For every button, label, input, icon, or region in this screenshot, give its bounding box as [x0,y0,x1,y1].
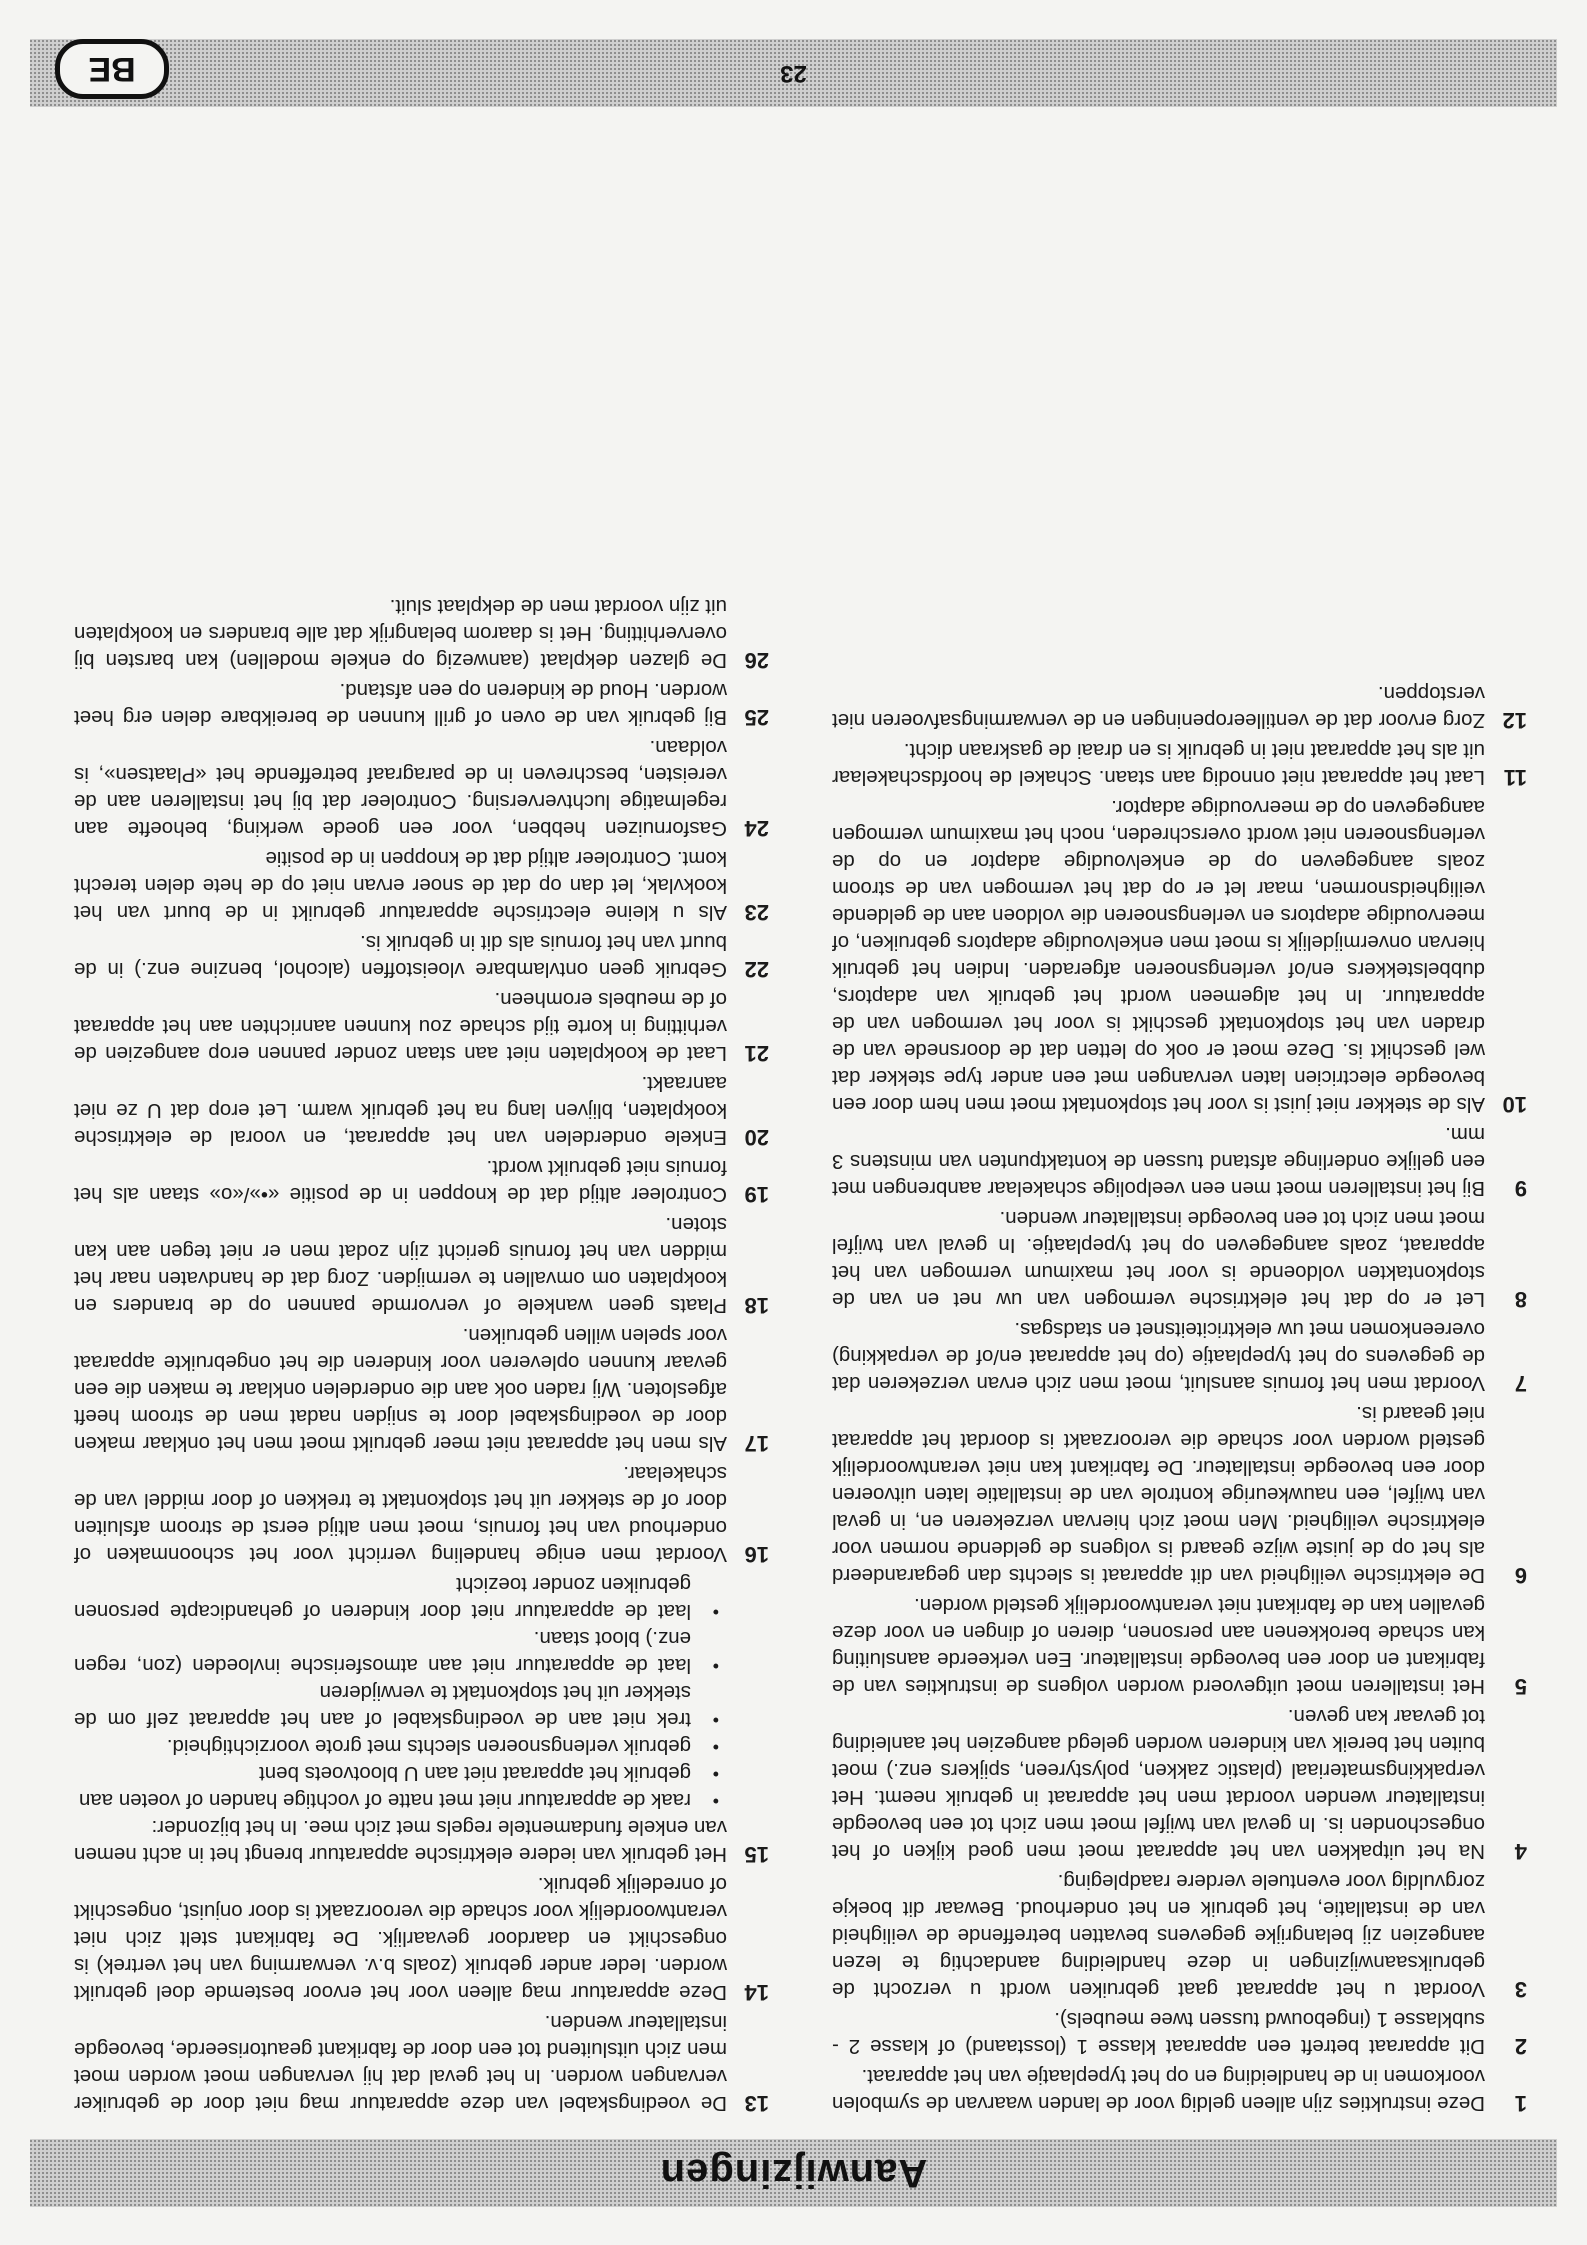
instruction-item [832,737,1527,791]
instruction-item [74,1154,769,1208]
bullet-item: • trek niet aan de voedingskabel of aan het apparaat zelf om de stekker uit het stopkontakt te verwijderen [74,1679,727,1733]
item-number: 9 [1514,1176,1527,1201]
item-number: 22 [744,957,769,982]
instruction-item [832,1703,1527,1865]
instruction-item [74,986,769,1067]
item-text: Laat het apparaat niet onnodig aan staan. Schakel de hoofdschakelaar uit als het apparaat niet in gebruik is en draai de gaskraan dicht. [832,739,1485,789]
instruction-item [832,794,1527,1118]
item-text: De voedingskabel van deze apparatuur mag niet door de gebruiker vervangen worden. In het geval dat hij vervangen moet worden moet men zich uitsluitend tot een door de fabrikant geautoriseerde, bevoegde installateur wenden. [74,2011,727,2115]
item-number: 21 [744,1041,769,1066]
instruction-item [74,929,769,983]
item-text: Gebruik geen ontvlambare vloeistoffen (alcohol, benzine enz.) in de buurt van het fornuis als dit in gebruik is. [74,931,727,981]
instruction-item [832,1121,1527,1202]
item-text: Laat de kookplaten niet aan staan zonder pannen erop aangezien de verhitting in korte tijd schade zou kunnen aanrichten aan het apparaat of de meubels eromheen. [74,988,727,1065]
instruction-item [832,1205,1527,1313]
instruction-item [832,1400,1527,1589]
instruction-item [832,2063,1527,2117]
item-text: Het installeren moet uitgevoerd worden volgens de instrukties van de fabrikant en door een bevoegde installateur. Een verkeerde aansluiting kan schade berokkenen aan personen, dieren of dingen en voor deze gevallen kan de fabrikant niet verantwoordelijk gesteld worden. [832,1594,1485,1698]
item-number: 19 [744,1182,769,1207]
instruction-item [74,1070,769,1151]
instruction-item [74,1571,769,1868]
item-text: Na het uitpakken van het apparaat moet men goed kijken of het ongeschonden is. In geval van twijfel moet men zich tot een bevoegde installateur wenden voordat men het apparaat in gebruik neemt. Het verpakkingsmateriaal (plastic zakken, polystyreen, spijkers enz.) moet buiten het bereik van kinderen worden gelegd aangezien het aanleiding tot gevaar kan geven. [832,1705,1485,1863]
instruction-item [832,1592,1527,1700]
item-number: 4 [1514,1839,1527,1864]
item-number: 24 [744,816,769,841]
page-title: Aanwijzingen [659,2151,928,2195]
column-right [74,590,769,2117]
item-number: 16 [744,1542,769,1567]
item-number: 26 [744,648,769,673]
instruction-item [74,1871,769,2006]
item-number: 25 [744,705,769,730]
item-text: De glazen dekplaat (aanwezig op enkele modellen) kan barsten bij oververhitting. Het is daarom belangrijk dat alle branders en kookplaten uit zijn voordat men de dekplaat sluit. [74,595,727,672]
item-number: 6 [1514,1563,1527,1588]
instruction-item [832,1868,1527,2003]
instruction-item [832,1316,1527,1397]
item-text: Het gebruik van iedere elektrische apparatuur brengt het in acht nemen van enkele fundamentele regels met zich mee. In het bijzonder: [74,1816,727,1866]
item-number: 11 [1503,765,1527,790]
item-text: Bij gebruik van de oven of grill kunnen de bereikbare delen erg heet worden. Houd de kinderen op een afstand. [74,679,727,729]
item-text: Gasfornuizen hebben, voor een goede werking, behoefte aan regelmatige luchtverversing. Controleer dat bij het installeren aan de vereisten, beschreven in de paragraaf betreffende het «Plaatsen», is voldaan. [74,736,727,840]
item-number: 7 [1514,1371,1527,1396]
bullet-item: • raak de apparatuur niet met natte of vochtige handen of voeten aan [74,1787,727,1814]
instruction-item [74,593,769,674]
item-number: 5 [1514,1674,1527,1699]
bullet-list [74,1571,727,1814]
item-number: 15 [744,1842,769,1867]
instruction-item [832,2006,1527,2060]
item-text: Controleer altijd dat de knoppen in de positie «•»/«o» staan als het fornuis niet gebruikt wordt. [74,1156,727,1206]
item-text: De elektrische veiligheid van dit apparaat is slechts dan gegarandeerd als het op de juiste wijze geaard is volgens de geldende normen voor elektrische veiligheid. Men moet zich hiervan verzekeren en, in geval van twijfel, een nauwkeurige kontrole van de installatie laten uitvoeren door een bevoegde installateur. De fabrikant kan niet verantwoordelijk gesteld worden voor schade die veroorzaakt is doordat het apparaat niet geaard is. [832,1402,1485,1587]
instruction-item [74,1211,769,1319]
item-number: 3 [1514,1977,1527,2002]
instruction-item [832,680,1527,734]
item-text: Als u kleine electrische apparatuur gebruikt in de buurt van het kookvlak, let dan op dat de snoer ervan niet op de hete delen terecht komt. Controleer altijd dat de knoppen in de positie [74,847,727,924]
bullet-item: • laat de apparatuur niet aan atmosferische invloeden (zon, regen enz.) bloot staan. [74,1625,727,1679]
item-number: 10 [1502,1092,1527,1117]
bullet-item: • gebruik verlengsnoeren slechts met grote voorzichtigheid. [74,1733,727,1760]
column-left [832,677,1527,2117]
item-text: Deze apparatuur mag alleen voor het ervoor bestemde doel gebruikt worden. Ieder ander gebruik (zoals b.v. verwarming van het vertrek) is ongeschikt en daardoor gevaarlijk. De fabrikant stelt zich niet verantwoordelijk voor schade die veroorzaakt is door onjuist, ongeschikt of onredelijk gebruik. [74,1873,727,2004]
item-number: 20 [744,1125,769,1150]
page-number: 23 [780,60,807,87]
item-number: 12 [1502,708,1527,733]
item-text: Let er op dat het elektrische vermogen van uw net en van de stopkontakten voldoende is voor het maximum vermogen van het apparaat, zoals aangegeven op het typeplaatje. In geval van twijfel moet men zich tot een bevoegde installateur wenden. [832,1207,1485,1311]
bullet-item: • laat de apparatuur niet door kinderen of gehandicapte personen gebruiken zonder toezicht [74,1571,727,1625]
instruction-item [74,1322,769,1457]
item-text: Als de stekker niet juist is voor het stopkontakt moet men hem door een bevoegde electricien laten vervangen met een ander type stekker dat wel geschikt is. Deze moet er ook op letten dat de doorsnede van de draden van het stopkontakt geschikt is voor het vermogen van de apparatuur. In het algemeen wordt het gebruik van adaptors, dubbelstekkers en/of verlengsnoeren afgeraden. Indien het gebruik hiervan onvermijdelijk is moet men enkelvoudige adaptors gebruiken, of meervoudige adaptors en verlengsnoeren die voldoen aan de geldende veiligheidsnormen, maar let er op dat het vermogen van de stroom zoals aangegeven op de enkelvoudige adaptor en op de verlengsnoeren niet wordt overschreden, noch het maximum vermogen aangegeven op de meervoudige adaptor. [832,796,1485,1116]
item-number: 14 [744,1980,769,2005]
item-number: 2 [1514,2034,1527,2059]
instruction-item [74,734,769,842]
item-number: 1 [1514,2091,1527,2116]
item-number: 18 [744,1293,769,1318]
bullet-item: • gebruik het apparaat niet aan U blootvoets bent [74,1760,727,1787]
instruction-item [74,677,769,731]
instruction-item [74,1460,769,1568]
item-text: Voordat men het fornuis aansluit, moet men zich ervan verzekeren dat de gegevens op het typeplaatje (op het apparaat en/of de verpakking) overeenkomen met uw elektriciteitsnet en stadsgas. [832,1318,1485,1395]
item-number: 8 [1514,1287,1527,1312]
item-text: Deze instrukties zijn alleen geldig voor de landen waarvan de symbolen voorkomen in de handleiding en op het typeplaatje van het apparaat. [832,2065,1485,2115]
item-text: Voordat men enige handeling verricht voor het schoonmaken of onderhoud van het fornuis, moet men altijd eerst de stroom afsluiten door of de stekker uit het stopkontakt te trekken of door middel van de schakelaar. [74,1462,727,1566]
country-badge: BE [55,39,169,99]
item-text: Bij het installeren moet men een veelpolige schakelaar aanbrengen met een gelijke onderlinge afstand tussen de kontaktpunten van minstens 3 mm. [832,1123,1485,1200]
item-text: Als men het apparaat niet meer gebruikt moet men het onklaar maken door de voedingskabel door te snijden nadat men de stroom heeft afgesloten. Wij raden ook aan die onderdelen onklaar te maken die een gevaar kunnen opleveren voor kinderen die het ongebruikte apparaat voor spelen willen gebruiken. [74,1324,727,1455]
item-number: 23 [744,900,769,925]
instruction-item [74,2009,769,2117]
item-text: Zorg ervoor dat de ventilleeropeningen en de verwarmingsafvoeren niet verstoppen. [832,682,1485,732]
item-number: 13 [744,2091,769,2116]
item-text: Plaats geen wankele of vervormde pannen op de branders en kookplaten om omvallen te vermijden. Zorg dat de handvaten naar het midden van het fornuis gericht zijn zodat men er niet tegen aan kan stoten. [74,1213,727,1317]
item-text: Enkele onderdelen van het apparaat, en vooral de elektrische kookplaten, blijven lang na het gebruik warm. Let erop dat U ze niet aanraakt. [74,1072,727,1149]
item-text: Dit apparaat betreft een apparaat klasse 1 (losstaand) of klasse 2 - subklasse 1 (ingebouwd tussen twee meubels). [832,2008,1485,2058]
instruction-item [74,845,769,926]
item-text: Voordat u het apparaat gaat gebruiken wordt u verzocht de gebruiksaanwijzingen in deze handleiding aandachtig te lezen aangezien zij belangrijke gegevens bevatten betreffende de veiligheid van de installatie, het gebruik en het onderhoud. Bewaar dit boekje zorgvuldig voor eventuele verdere raadpleging. [832,1870,1485,2001]
item-number: 17 [744,1431,769,1456]
